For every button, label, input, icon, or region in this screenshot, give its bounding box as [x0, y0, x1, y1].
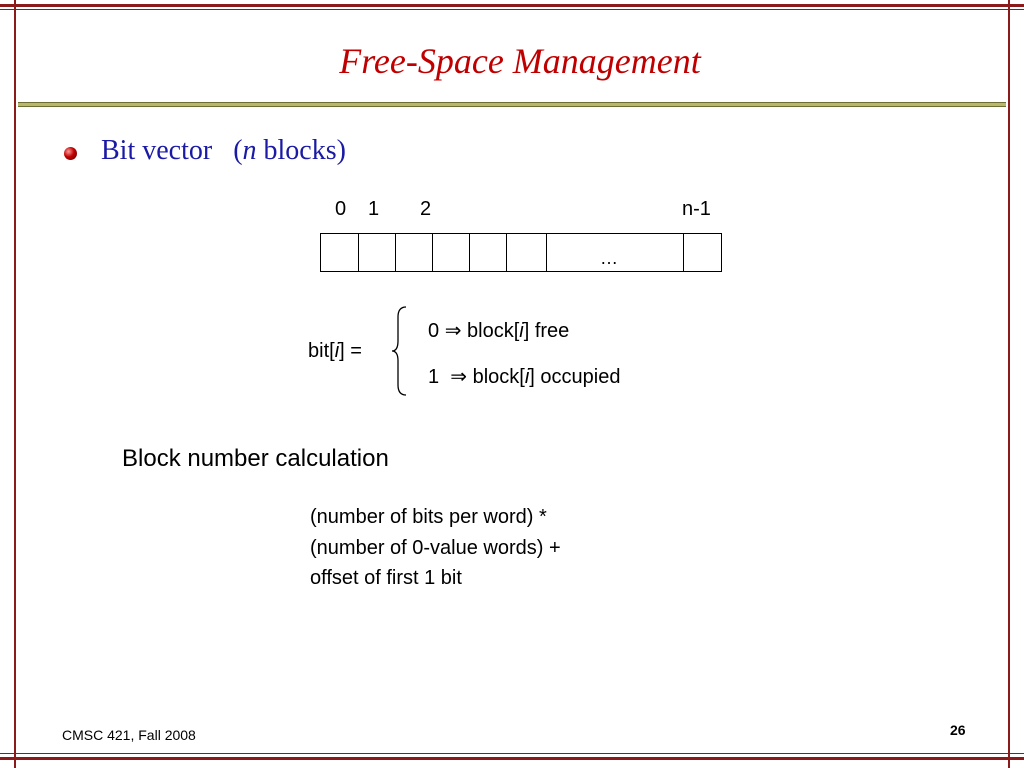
case0-post: ] free — [523, 320, 570, 342]
bullet-main: Bit vector — [101, 135, 213, 166]
cells-ellipsis: … — [600, 248, 618, 268]
calc-line: offset of first 1 bit — [310, 567, 462, 589]
case-free — [428, 318, 569, 343]
cell-divider — [395, 233, 396, 272]
case1-pre: 1 — [428, 366, 451, 388]
implies-arrow-icon: ⇒ — [444, 320, 462, 342]
cell-divider — [546, 233, 547, 272]
bit-definition-lhs — [308, 340, 362, 363]
cell-divider — [683, 233, 684, 272]
bullet-paren-open: ( — [233, 135, 243, 166]
frame-bottom-thin — [0, 753, 1024, 754]
curly-brace-icon — [390, 305, 410, 397]
calc-line: (number of bits per word) * — [310, 506, 547, 528]
cell-divider — [358, 233, 359, 272]
case-occupied — [428, 364, 620, 389]
cell-divider — [469, 233, 470, 272]
frame-top-thin — [0, 9, 1024, 10]
frame-top-thick — [0, 4, 1024, 7]
calc-heading: Block number calculation — [122, 445, 389, 472]
case1-post: ] occupied — [529, 366, 621, 388]
bit-vector-cells — [320, 233, 722, 272]
calc-line: (number of 0-value words) + — [310, 537, 561, 559]
index-label-n-1: n-1 — [682, 198, 711, 220]
bit-lhs-post: ] = — [339, 340, 362, 362]
footer-course: CMSC 421, Fall 2008 — [62, 727, 196, 743]
case0-var: i — [519, 320, 524, 342]
case1-var: i — [524, 366, 530, 388]
frame-left — [14, 0, 16, 768]
implies-arrow-icon: ⇒ — [450, 366, 468, 388]
page-number: 26 — [950, 722, 966, 738]
bit-lhs-pre: bit[ — [308, 340, 335, 362]
index-label-2: 2 — [420, 198, 432, 220]
frame-bottom-thick — [0, 757, 1024, 760]
case0-pre: 0 — [428, 320, 445, 342]
bullet-text — [101, 135, 346, 167]
bit-lhs-var: i — [334, 340, 340, 362]
cell-divider — [432, 233, 433, 272]
case0-mid: block[ — [461, 320, 520, 342]
index-label-1: 1 — [368, 198, 380, 220]
index-label-0: 0 — [335, 198, 347, 220]
bullet-paren-rest: blocks) — [256, 135, 346, 166]
bullet-icon — [64, 147, 77, 160]
title-rule — [18, 102, 1006, 107]
bullet-n-var: n — [242, 135, 257, 166]
case1-mid: block[ — [467, 366, 525, 388]
frame-right — [1008, 0, 1010, 768]
cell-divider — [506, 233, 507, 272]
slide-title: Free-Space Management — [339, 41, 701, 81]
